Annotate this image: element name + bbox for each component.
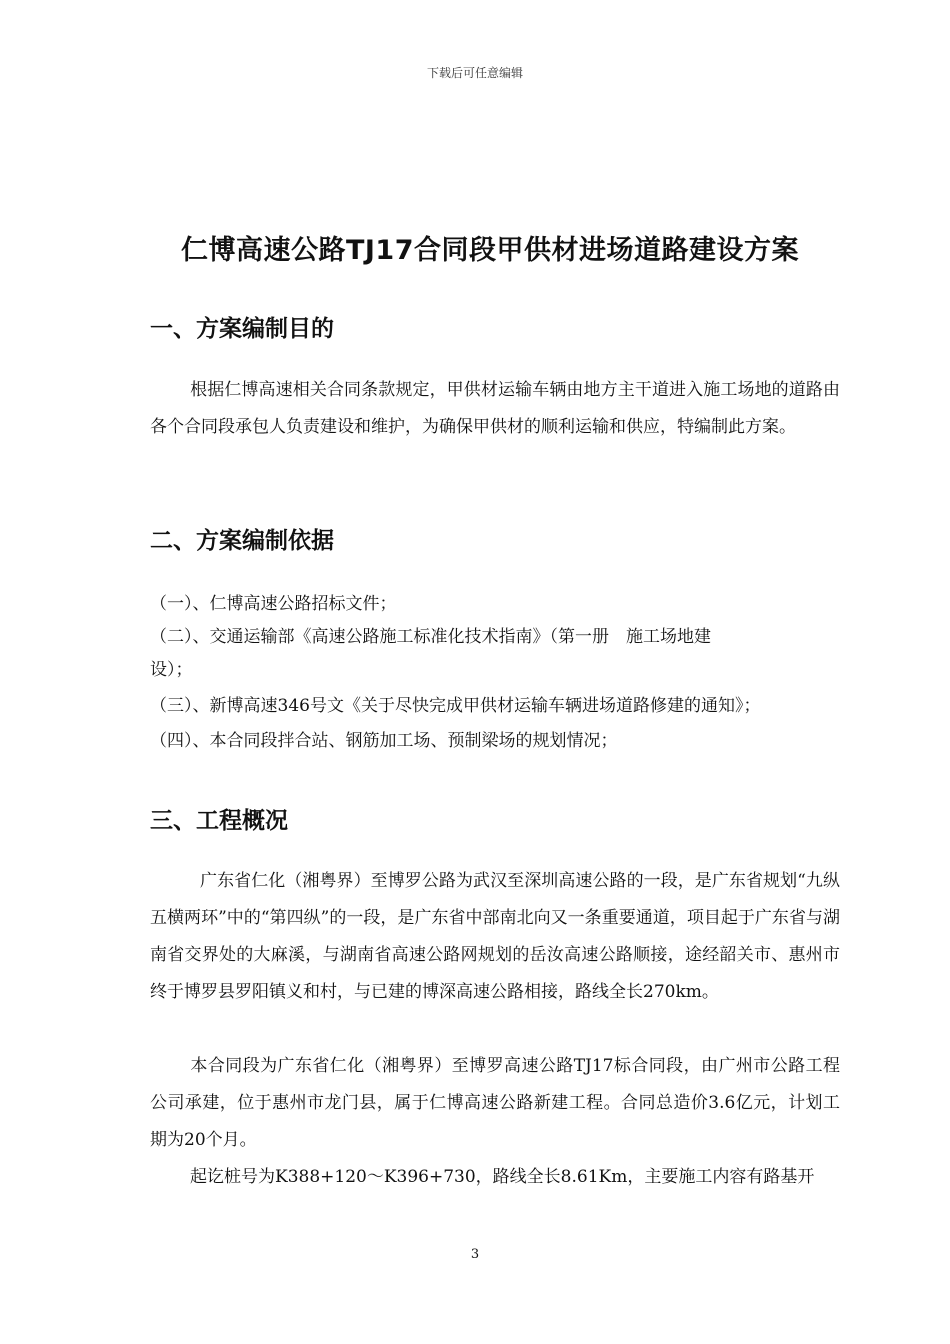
section-3-paragraph-2-text: 本合同段为广东省仁化（湘粤界）至博罗高速公路TJ17标合同段，由广州市公路工程公司承建，位于惠州市龙门县，属于仁博高速公路新建工程。合同总造价3.6亿元，计划工期为20个月。 (150, 1056, 840, 1150)
page-header: 下载后可任意编辑 (426, 66, 523, 80)
section-3-heading: 三、工程概况 (150, 808, 288, 834)
basis-item-4: （四）、本合同段拌合站、钢筋加工场、预制梁场的规划情况； (150, 731, 618, 751)
section-1-paragraph-text: 根据仁博高速相关合同条款规定，甲供材运输车辆由地方主干道进入施工场地的道路由各个合同段承包人负责建设和维护，为确保甲供材的顺利运输和供应，特编制此方案。 (150, 380, 840, 437)
section-2-heading: 二、方案编制依据 (150, 528, 334, 554)
basis-item-1: （一）、仁博高速公路招标文件； (150, 594, 397, 614)
section-3-paragraph-3 (150, 1159, 840, 1196)
basis-item-2: （二）、交通运输部《高速公路施工标准化技术指南》（第一册 施工场地建 (150, 627, 711, 647)
basis-item-2-cont: 设）； (150, 660, 193, 680)
section-1-paragraph (150, 372, 840, 446)
section-1-heading: 一、方案编制目的 (150, 316, 334, 342)
section-3-paragraph-1-text: 广东省仁化（湘粤界）至博罗公路为武汉至深圳高速公路的一段，是广东省规划“九纵五横两环”中的“第四纵”的一段，是广东省中部南北向又一条重要通道，项目起于广东省与湖南省交界处的大麻溪，与湖南省高速公路网规划的岳汝高速公路顺接，途经韶关市、惠州市终于博罗县罗阳镇义和村，与已建的博深高速公路相接，路线全长270km。 (150, 871, 840, 1002)
page-number: 3 (470, 1247, 480, 1262)
section-3-paragraph-1 (150, 863, 840, 1011)
document-title: 仁博高速公路TJ17合同段甲供材进场道路建设方案 (180, 235, 800, 266)
section-3-paragraph-2 (150, 1048, 840, 1159)
basis-item-3: （三）、新博高速346号文《关于尽快完成甲供材运输车辆进场道路修建的通知》； (150, 696, 761, 716)
section-3-paragraph-3-text: 起讫桩号为K388+120～K396+730，路线全长8.61Km，主要施工内容有路基开 (190, 1167, 815, 1187)
